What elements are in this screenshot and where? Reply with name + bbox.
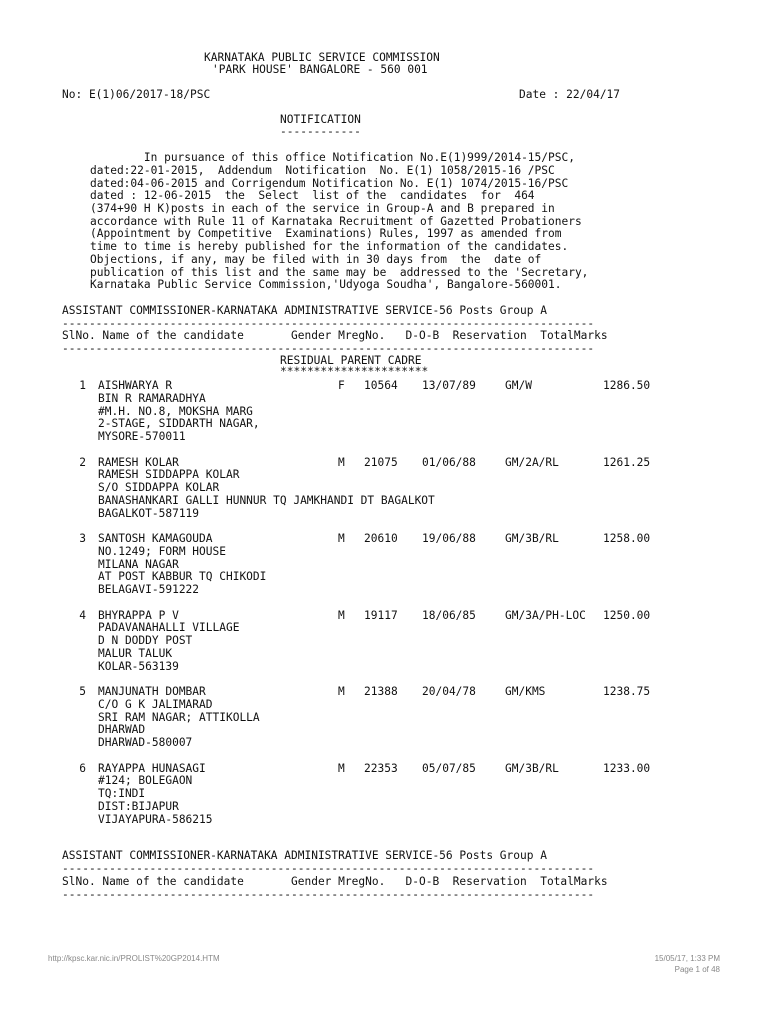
candidate-address-line: AT POST KABBUR TQ CHIKODI — [98, 570, 267, 584]
candidate-address-line: D N DODDY POST — [98, 634, 193, 648]
candidate-reservation: GM/3B/RL — [505, 761, 559, 775]
candidate-address-line: PADAVANAHALLI VILLAGE — [98, 621, 240, 635]
candidate-address-line: DHARWAD — [98, 723, 146, 737]
body-line: dated:22-01-2015, Addendum Notification No. E(1) 1058/2015-16 /PSC — [90, 164, 555, 177]
candidate-total-marks: 1261.25 — [603, 455, 651, 469]
candidate-name: RAYAPPA HUNASAGI — [98, 761, 206, 775]
candidate-address-line: RAMESH SIDDAPPA KOLAR — [98, 468, 240, 482]
candidate-name: AISHWARYA R — [98, 379, 173, 392]
candidate-gender: M — [338, 761, 345, 775]
candidate-regno: 21075 — [364, 455, 398, 469]
candidate-address-line: S/O SIDDAPPA KOLAR — [98, 481, 220, 495]
footer-url: http://kpsc.kar.nic.in/PROLIST%20GP2014.HTM — [48, 954, 220, 963]
candidate-address-line: BAGALKOT-587119 — [98, 506, 200, 520]
body-line: Objections, if any, may be filed with in 30 days from the date of — [90, 253, 542, 266]
candidate-regno: 21388 — [364, 685, 398, 698]
candidate-dob: 20/04/78 — [422, 685, 476, 698]
candidate-address-line: C/O G K JALIMARAD — [98, 697, 213, 711]
candidate-regno: 20610 — [364, 532, 398, 545]
candidate-regno: 19117 — [364, 608, 398, 622]
candidate-address-line: MYSORE-570011 — [98, 430, 186, 444]
candidate-name: MANJUNATH DOMBAR — [98, 685, 206, 698]
candidate-slno: 4 — [79, 608, 86, 622]
cadre-title: RESIDUAL PARENT CADRE — [280, 354, 422, 367]
body-line: (Appointment by Competitive Examinations) Rules, 1997 as amended from — [90, 227, 562, 240]
body-line: publication of this list and the same may be addressed to the 'Secretary, — [90, 266, 589, 279]
candidate-address-line: DHARWAD-580007 — [98, 736, 193, 750]
notification-title-underline: ------------ — [280, 125, 361, 138]
candidate-address-line: NO.1249; FORM HOUSE — [98, 544, 226, 558]
cadre-underline: ********************** — [280, 365, 429, 378]
candidate-address-line: SRI RAM NAGAR; ATTIKOLLA — [98, 710, 260, 724]
candidate-reservation: GM/2A/RL — [505, 455, 559, 469]
body-line: dated:04-06-2015 and Corrigendum Notification No. E(1) 1074/2015-16/PSC — [90, 177, 569, 190]
notification-date: Date : 22/04/17 — [519, 88, 621, 101]
footer-timestamp: 15/05/17, 1:33 PM — [654, 954, 720, 963]
candidate-address-line: KOLAR-563139 — [98, 659, 179, 673]
candidate-address-line: MALUR TALUK — [98, 646, 173, 660]
section-title: ASSISTANT COMMISSIONER-KARNATAKA ADMINISTRATIVE SERVICE-56 Posts Group A — [62, 849, 547, 862]
candidate-regno: 10564 — [364, 379, 398, 392]
notification-title: NOTIFICATION — [280, 113, 361, 126]
candidate-address-line: TQ:INDI — [98, 787, 146, 801]
section-rule: ------------------------------------------------------------------------------- — [62, 863, 595, 875]
candidate-gender: M — [338, 608, 345, 622]
candidate-reservation: GM/3B/RL — [505, 532, 559, 545]
candidate-slno: 5 — [79, 685, 86, 698]
body-line: accordance with Rule 11 of Karnataka Recruitment of Gazetted Probationers — [90, 215, 582, 228]
section-rule: ------------------------------------------------------------------------------- — [62, 343, 595, 355]
candidate-slno: 6 — [79, 761, 86, 775]
candidate-dob: 19/06/88 — [422, 532, 476, 545]
body-line: (374+90 H K)posts in each of the service in Group-A and B prepared in — [90, 202, 555, 215]
org-name: KARNATAKA PUBLIC SERVICE COMMISSION — [204, 51, 440, 64]
candidate-address-line: DIST:BIJAPUR — [98, 799, 179, 813]
candidate-gender: M — [338, 532, 345, 545]
candidate-total-marks: 1258.00 — [603, 532, 651, 545]
candidate-total-marks: 1250.00 — [603, 608, 651, 622]
candidate-reservation: GM/3A/PH-LOC — [505, 608, 586, 622]
candidate-gender: F — [338, 379, 345, 392]
candidate-slno: 1 — [79, 379, 86, 392]
candidate-total-marks: 1286.50 — [603, 379, 651, 392]
candidate-slno: 3 — [79, 532, 86, 545]
candidate-dob: 18/06/85 — [422, 608, 476, 622]
candidate-total-marks: 1238.75 — [603, 685, 651, 698]
candidate-dob: 01/06/88 — [422, 455, 476, 469]
reference-number: No: E(1)06/2017-18/PSC — [62, 88, 211, 101]
candidate-gender: M — [338, 455, 345, 469]
org-address: 'PARK HOUSE' BANGALORE - 560 001 — [212, 63, 428, 76]
column-headers: SlNo. Name of the candidate Gender MregNo. D-O-B Reservation TotalMarks — [62, 329, 608, 342]
candidate-name: RAMESH KOLAR — [98, 455, 179, 469]
footer-page-number: Page 1 of 48 — [674, 965, 720, 974]
candidate-address-line: MILANA NAGAR — [98, 557, 179, 571]
candidate-address-line: #M.H. NO.8, MOKSHA MARG — [98, 404, 253, 418]
candidate-reservation: GM/W — [505, 379, 532, 392]
candidate-address-line: BELAGAVI-591222 — [98, 583, 200, 597]
candidate-address-line: BIN R RAMARADHYA — [98, 391, 206, 405]
candidate-address-line: 2-STAGE, SIDDARTH NAGAR, — [98, 417, 260, 431]
body-line: Karnataka Public Service Commission,'Udyoga Soudha', Bangalore-560001. — [90, 278, 562, 291]
candidate-reservation: GM/KMS — [505, 685, 546, 698]
candidate-address-line: BANASHANKARI GALLI HUNNUR TQ JAMKHANDI DT BAGALKOT — [98, 493, 435, 507]
body-line: time to time is hereby published for the information of the candidates. — [90, 240, 569, 253]
column-headers: SlNo. Name of the candidate Gender MregNo. D-O-B Reservation TotalMarks — [62, 875, 608, 888]
candidate-address-line: VIJAYAPURA-586215 — [98, 812, 213, 826]
section-rule: ------------------------------------------------------------------------------- — [62, 318, 595, 330]
body-line: dated : 12-06-2015 the Select list of the candidates for 464 — [90, 189, 535, 202]
candidate-regno: 22353 — [364, 761, 398, 775]
candidate-name: BHYRAPPA P V — [98, 608, 179, 622]
candidate-dob: 13/07/89 — [422, 379, 476, 392]
candidate-name: SANTOSH KAMAGOUDA — [98, 532, 213, 545]
candidate-slno: 2 — [79, 455, 86, 469]
candidate-dob: 05/07/85 — [422, 761, 476, 775]
section-rule: ------------------------------------------------------------------------------- — [62, 889, 595, 901]
body-line: In pursuance of this office Notification No.E(1)999/2014-15/PSC, — [90, 151, 575, 164]
candidate-gender: M — [338, 685, 345, 698]
candidate-address-line: #124; BOLEGAON — [98, 774, 193, 788]
section-title: ASSISTANT COMMISSIONER-KARNATAKA ADMINISTRATIVE SERVICE-56 Posts Group A — [62, 304, 547, 317]
candidate-total-marks: 1233.00 — [603, 761, 651, 775]
